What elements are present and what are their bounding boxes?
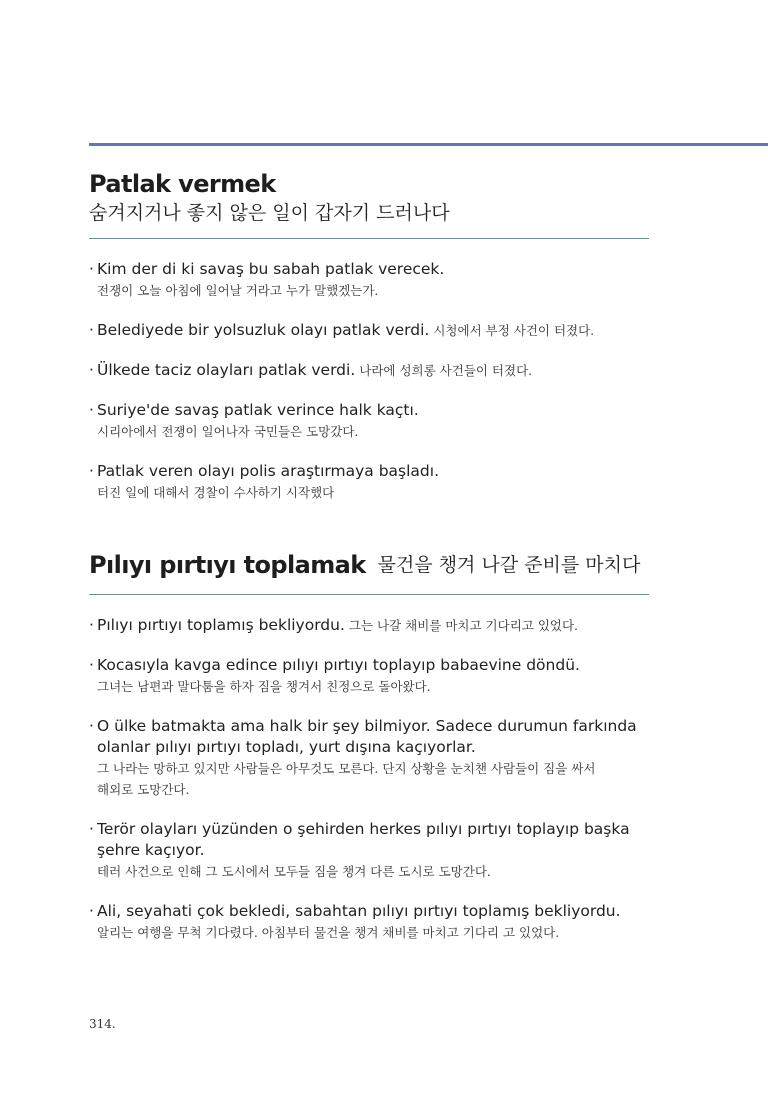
top-rule: [89, 143, 768, 146]
example-item: [89, 819, 649, 882]
example-item: [89, 360, 649, 381]
example-item: [89, 901, 649, 943]
idiom-title: Patlak vermek: [89, 170, 276, 198]
example-line: [89, 615, 649, 636]
example-korean-continued: 해외로 도망간다.: [97, 782, 190, 797]
example-turkish: Ülkede taciz olayları patlak verdi.: [97, 361, 356, 379]
idiom-meaning: 숨겨지거나 좋지 않은 일이 갑자기 드러나다: [89, 202, 450, 224]
example-item: [89, 615, 649, 636]
example-korean: 그 나라는 망하고 있지만 사람들은 아무것도 모른다. 단지 상황을 눈치챈 사람들이 짐을 싸서: [97, 761, 596, 776]
example-korean: 시청에서 부정 사건이 터졌다.: [433, 323, 595, 338]
example-turkish: · Patlak veren olayı polis araştırmaya başladı.: [89, 461, 649, 482]
example-korean: 터진 일에 대해서 경찰이 수사하기 시작했다: [97, 485, 335, 500]
example-item: [89, 320, 649, 341]
section-divider: [89, 594, 649, 595]
example-korean: 나라에 성희롱 사건들이 터졌다.: [359, 363, 533, 378]
example-korean: 테러 사건으로 인해 그 도시에서 모두들 짐을 챙겨 다른 도시로 도망간다.: [97, 864, 491, 879]
example-item: [89, 259, 649, 301]
idiom-meaning: 물건을 챙겨 나갈 준비를 마치다: [377, 554, 641, 576]
idiom-heading: [89, 546, 649, 584]
example-line: [89, 360, 649, 381]
example-korean: 그녀는 남편과 말다툼을 하자 짐을 챙겨서 친정으로 돌아왔다.: [97, 679, 431, 694]
example-turkish: Pılıyı pırtıyı toplamış bekliyordu.: [97, 616, 345, 634]
example-item: [89, 461, 649, 503]
example-turkish: · Suriye'de savaş patlak verince halk kaçtı.: [89, 400, 649, 421]
example-turkish: Belediyede bir yolsuzluk olayı patlak verdi.: [97, 321, 430, 339]
page-number: 314.: [89, 1017, 116, 1031]
example-turkish: · Terör olayları yüzünden o şehirden herkes pılıyı pırtıyı toplayıp başka: [89, 819, 649, 840]
example-turkish-continued: [89, 840, 649, 861]
example-item: [89, 400, 649, 442]
idiom-title: Pılıyı pırtıyı toplamak: [89, 551, 366, 579]
section-divider: [89, 238, 649, 239]
example-turkish-text: şehre kaçıyor.: [97, 841, 205, 859]
example-list: [89, 615, 649, 943]
example-list: [89, 259, 649, 503]
example-korean: 시리아에서 전쟁이 일어나자 국민들은 도망갔다.: [97, 424, 359, 439]
example-turkish: · Ali, seyahati çok bekledi, sabahtan pılıyı pırtıyı toplamış bekliyordu.: [89, 901, 649, 922]
example-korean: 전쟁이 오늘 아침에 일어날 거라고 누가 말했겠는가.: [97, 283, 379, 298]
example-turkish-text: olanlar pılıyı pırtıyı topladı, yurt dışına kaçıyorlar.: [97, 738, 476, 756]
example-turkish: · Kim der di ki savaş bu sabah patlak verecek.: [89, 259, 649, 280]
example-korean: 그는 나갈 채비를 마치고 기다리고 있었다.: [348, 618, 579, 633]
idiom-section-patlak-vermek: [89, 168, 649, 522]
example-korean: 알리는 여행을 무척 기다렸다. 아침부터 물건을 챙겨 채비를 마치고 기다리 고 있었다.: [97, 925, 560, 940]
idiom-section-piliyi-pirtiyi-toplamak: [89, 546, 649, 962]
example-turkish: · O ülke batmakta ama halk bir şey bilmiyor. Sadece durumun farkında: [89, 716, 649, 737]
example-turkish: · Kocasıyla kavga edince pılıyı pırtıyı toplayıp babaevine döndü.: [89, 655, 649, 676]
example-item: [89, 716, 649, 800]
example-turkish-continued: [89, 737, 649, 758]
example-item: [89, 655, 649, 697]
example-line: [89, 320, 649, 341]
